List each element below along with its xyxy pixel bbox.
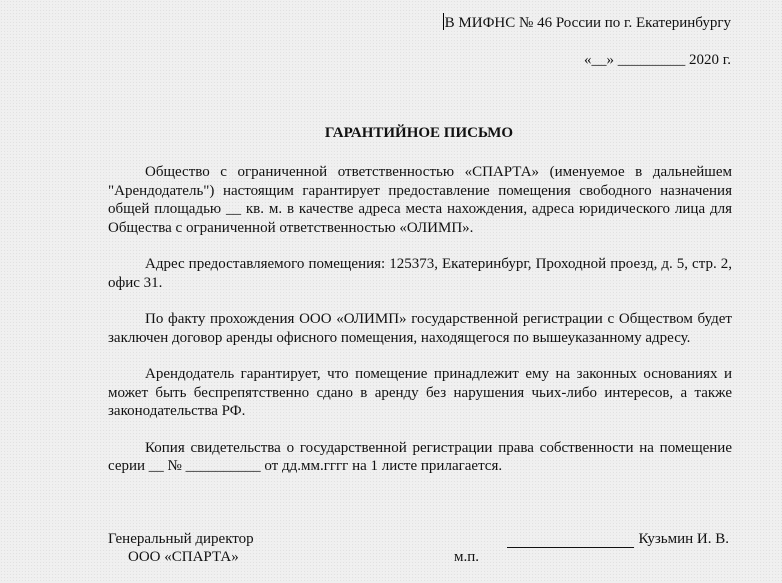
stamp-placeholder: м.п. <box>454 549 480 565</box>
paragraph-certificate: Копия свидетельства о государственной регистрации права собственности на помещение серии __ № __________ от дд.мм.гггг на 1 листе прилагается. <box>108 439 732 474</box>
paragraph-lease: По факту прохождения ООО «ОЛИМП» государственной регистрации с Обществом будет заключен договор аренды офисного помещения, находящегося по вышеуказанному адресу. <box>108 311 732 346</box>
document-title: ГАРАНТИЙНОЕ ПИСЬМО <box>324 125 514 141</box>
date-line: «__» _________ 2020 г. <box>584 52 731 68</box>
signature-line <box>507 533 634 548</box>
text-cursor <box>443 13 444 30</box>
paragraph-address: Адрес предоставляемого помещения: 125373, Екатеринбург, Проходной проезд, д. 5, стр. 2, офис 31. <box>108 256 732 291</box>
signatory-company: ООО «СПАРТА» <box>128 549 239 565</box>
addressee-text: В МИФНС № 46 России по г. Екатеринбургу <box>444 15 731 31</box>
paragraph-guarantee: Общество с ограниченной ответственностью «СПАРТА» (именуемое в дальнейшем "Арендодатель") настоящим гарантирует предоставление помещения свободного назначения общей площадью __ кв. м. в качестве адреса места нахождения, адреса юридического лица для Общества с ограниченной ответственностью «ОЛИМП». <box>108 164 732 236</box>
signature-block <box>507 530 729 548</box>
letter-body <box>108 163 732 494</box>
paragraph-ownership: Арендодатель гарантирует, что помещение принадлежит ему на законных основаниях и может быть беспрепятственно сдано в аренду без нарушения чьих-либо интересов, а также законодательства РФ. <box>108 366 732 419</box>
signatory-position: Генеральный директор <box>108 531 254 547</box>
signatory-name: Кузьмин И. В. <box>638 531 729 547</box>
signatory-block <box>108 530 254 566</box>
addressee <box>443 13 731 32</box>
